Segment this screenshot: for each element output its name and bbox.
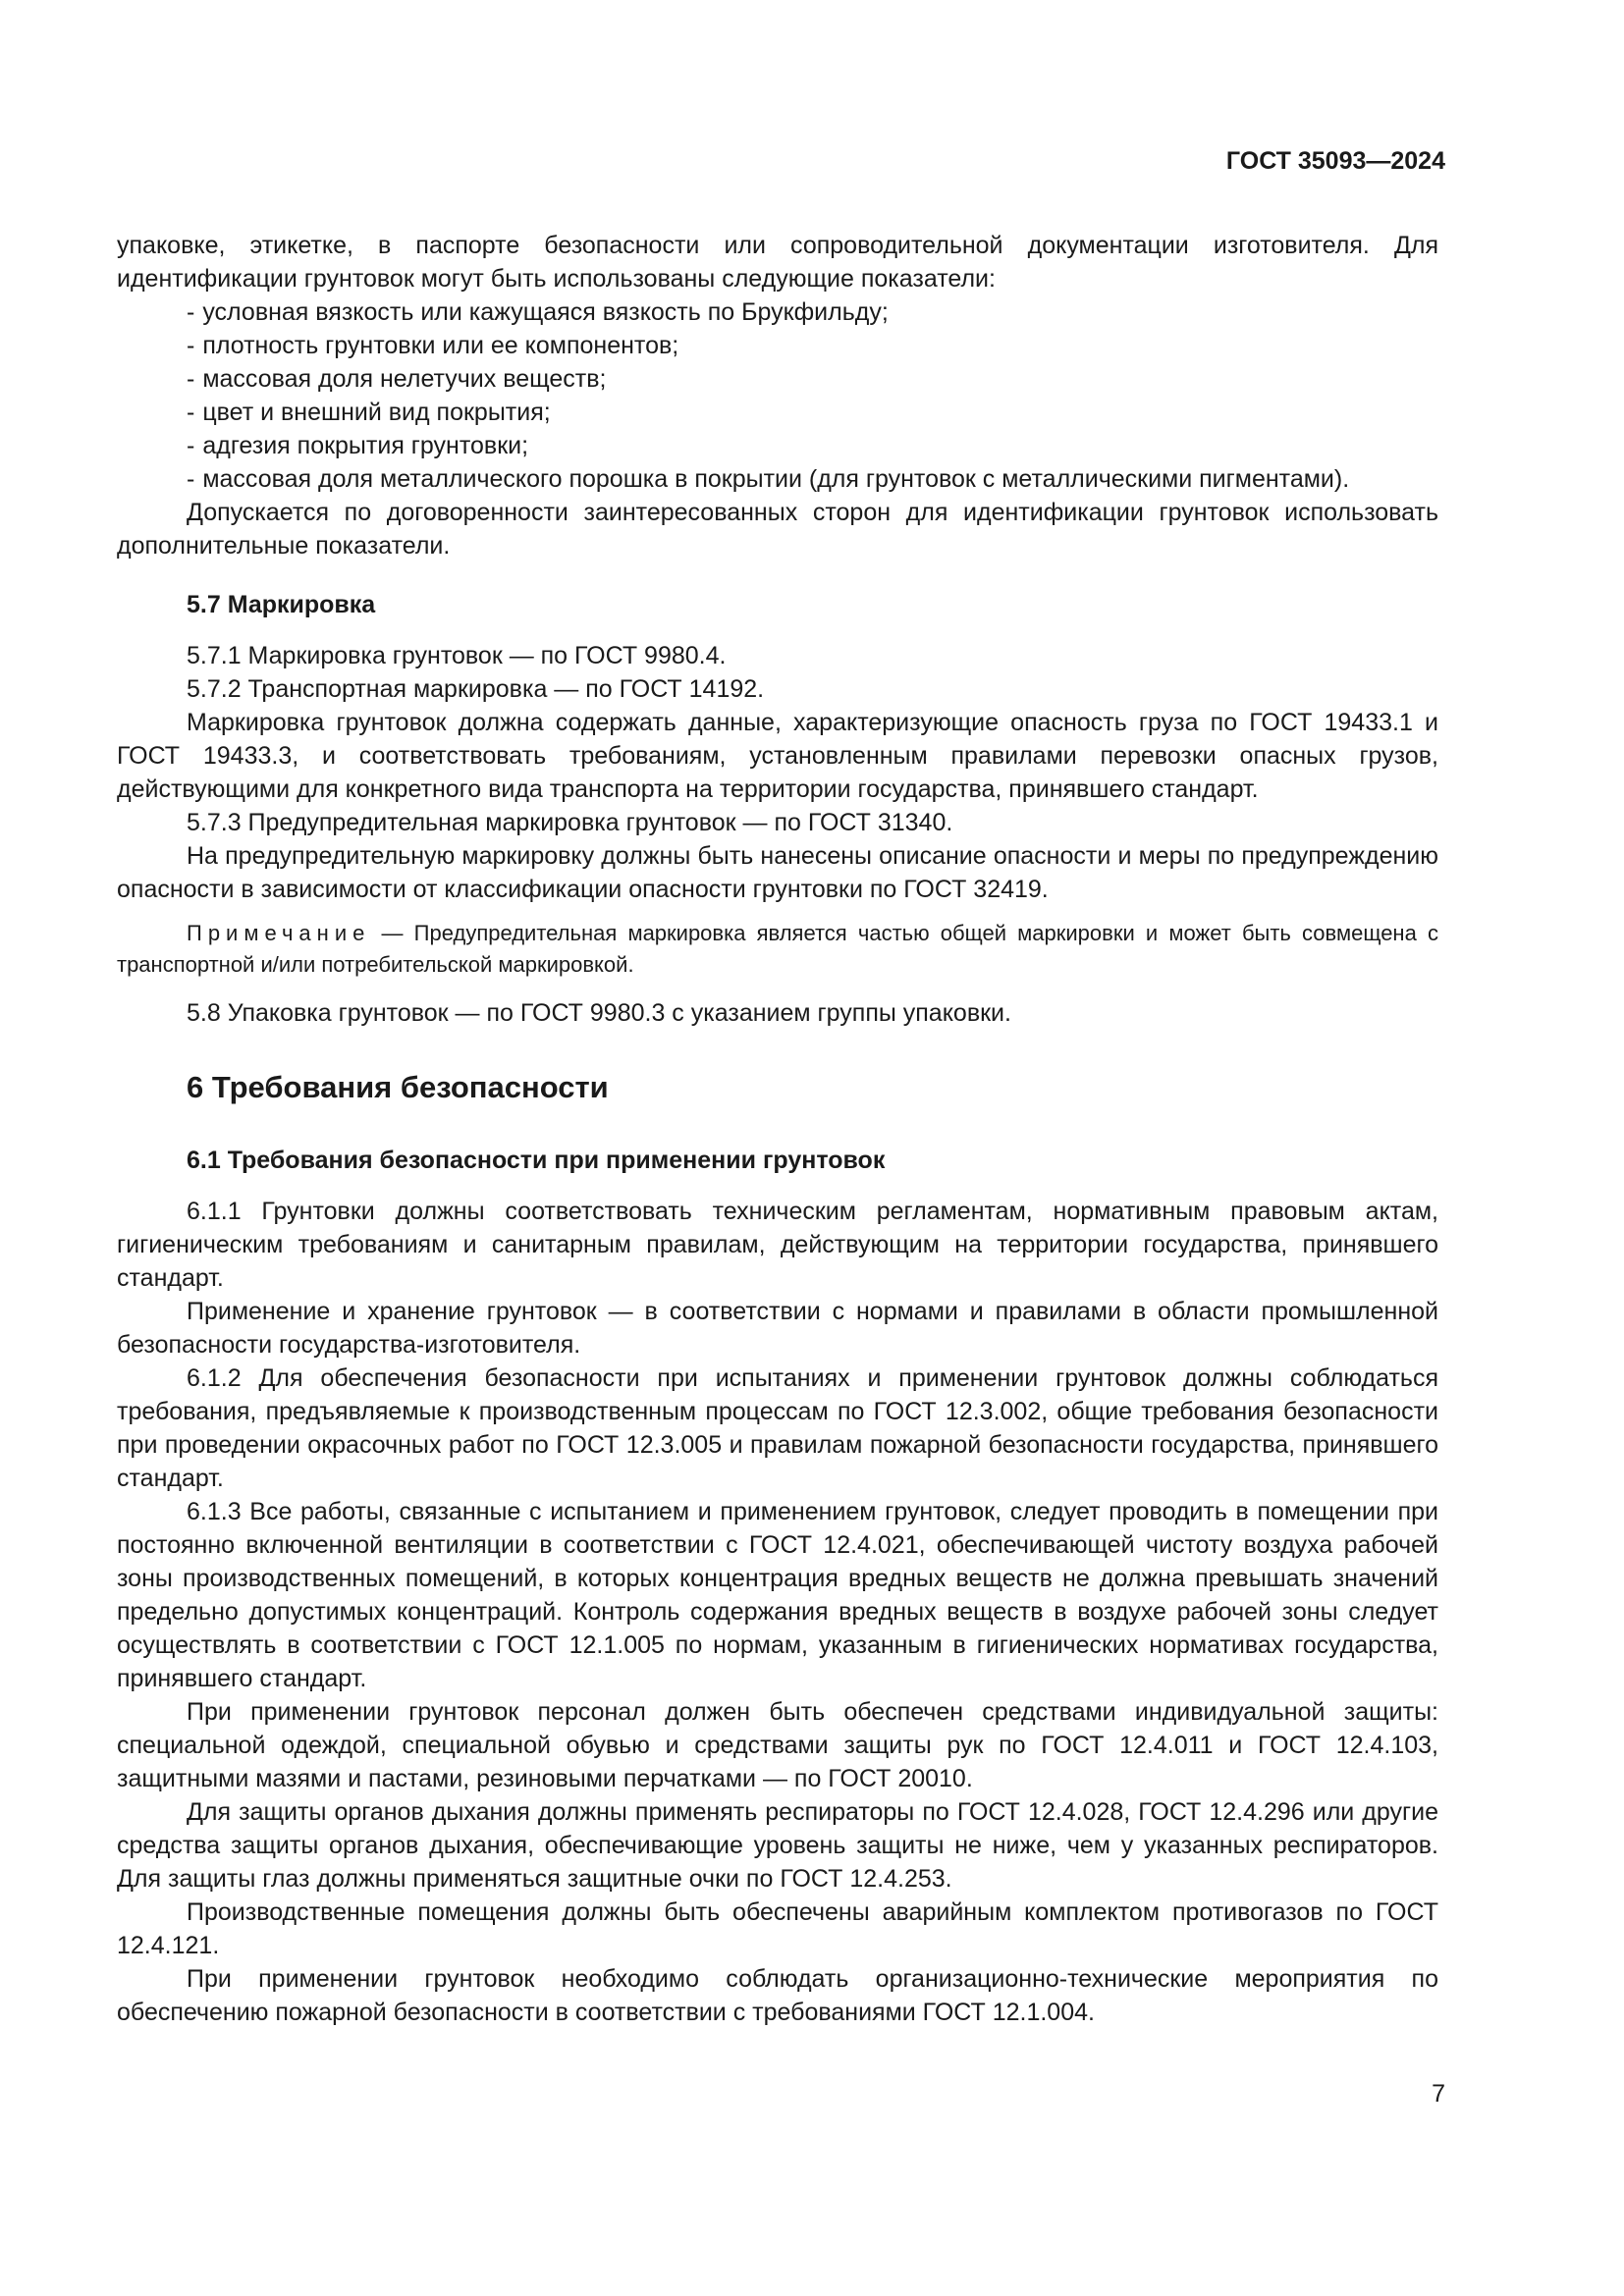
list-item: - плотность грунтовки или ее компонентов;: [187, 332, 679, 359]
document-body: [117, 229, 1438, 2029]
paragraph: 5.7.3 Предупредительная маркировка грунтовок — по ГОСТ 31340.: [187, 809, 953, 836]
paragraph: При применении грунтовок необходимо соблюдать организационно-технические мероприятия по обеспечению пожарной безопасности в соответствии с требованиями ГОСТ 12.1.004.: [117, 1965, 1438, 2026]
paragraph: Для защиты органов дыхания должны применять респираторы по ГОСТ 12.4.028, ГОСТ 12.4.296 или другие средства защиты органов дыхания, обеспечивающие уровень защиты не ниже, чем у указанных респираторов. Для защиты глаз должны применяться защитные очки по ГОСТ 12.4.253.: [117, 1798, 1438, 1893]
paragraph: 5.8 Упаковка грунтовок — по ГОСТ 9980.3 с указанием группы упаковки.: [187, 999, 1011, 1027]
note: [117, 918, 1438, 981]
document-header-code: ГОСТ 35093—2024: [1225, 147, 1445, 175]
paragraph: Применение и хранение грунтовок — в соответствии с нормами и правилами в области промышленной безопасности государства-изготовителя.: [117, 1298, 1438, 1359]
page-number: 7: [1432, 2080, 1445, 2108]
paragraph: Допускается по договоренности заинтересованных сторон для идентификации грунтовок использовать дополнительные показатели.: [117, 499, 1438, 560]
paragraph: 6.1.2 Для обеспечения безопасности при испытаниях и применении грунтовок должны соблюдаться требования, предъявляемые к производственным процессам по ГОСТ 12.3.002, общие требования безопасности при проведении окрасочных работ по ГОСТ 12.3.005 и правилам пожарной безопасности государства, принявшего стандарт.: [117, 1364, 1438, 1492]
note-text: — Предупредительная маркировка является частью общей маркировки и может быть совмещена с транспортной и/или потребительской маркировкой.: [117, 921, 1438, 977]
paragraph: Производственные помещения должны быть обеспечены аварийным комплектом противогазов по ГОСТ 12.4.121.: [117, 1898, 1438, 1959]
list-item: - цвет и внешний вид покрытия;: [187, 399, 551, 426]
note-label: Примечание: [187, 921, 371, 945]
paragraph: упаковке, этикетке, в паспорте безопасности или сопроводительной документации изготовителя. Для идентификации грунтовок могут быть использованы следующие показатели:: [117, 232, 1438, 293]
paragraph: 6.1.3 Все работы, связанные с испытанием и применением грунтовок, следует проводить в помещении при постоянно включенной вентиляции в соответствии с ГОСТ 12.4.021, обеспечивающей чистоту воздуха рабочей зоны производственных помещений, в которых концентрация вредных веществ не должна превышать значений предельно допустимых концентраций. Контроль содержания вредных веществ в воздухе рабочей зоны следует осуществлять в соответствии с ГОСТ 12.1.005 по нормам, указанным в гигиенических нормативах государства, принявшего стандарт.: [117, 1498, 1438, 1692]
paragraph: 5.7.2 Транспортная маркировка — по ГОСТ 14192.: [187, 675, 765, 703]
paragraph: При применении грунтовок персонал должен быть обеспечен средствами индивидуальной защиты: специальной одеждой, специальной обувью и средствами защиты рук по ГОСТ 12.4.011 и ГОСТ 12.4.103, защитными мазями и пастами, резиновыми перчатками — по ГОСТ 20010.: [117, 1698, 1438, 1792]
paragraph: На предупредительную маркировку должны быть нанесены описание опасности и меры по предупреждению опасности в зависимости от классификации опасности грунтовки по ГОСТ 32419.: [117, 842, 1438, 903]
list-item: - адгезия покрытия грунтовки;: [187, 432, 529, 459]
section-heading: 5.7 Маркировка: [187, 591, 376, 618]
paragraph: 6.1.1 Грунтовки должны соответствовать техническим регламентам, нормативным правовым актам, гигиеническим требованиям и санитарным правилам, действующим на территории государства, принявшего стандарт.: [117, 1198, 1438, 1292]
list-item: - массовая доля металлического порошка в покрытии (для грунтовок с металлическими пигментами).: [187, 465, 1350, 493]
paragraph: 5.7.1 Маркировка грунтовок — по ГОСТ 9980.4.: [187, 642, 727, 669]
list-item: - массовая доля нелетучих веществ;: [187, 365, 607, 393]
subsection-heading: 6.1 Требования безопасности при применении грунтовок: [187, 1147, 886, 1174]
paragraph: Маркировка грунтовок должна содержать данные, характеризующие опасность груза по ГОСТ 19433.1 и ГОСТ 19433.3, и соответствовать требованиям, установленным правилами перевозки опасных грузов, действующими для конкретного вида транспорта на территории государства, принявшего стандарт.: [117, 709, 1438, 803]
list-item: - условная вязкость или кажущаяся вязкость по Брукфильду;: [187, 298, 889, 326]
section-title: 6 Требования безопасности: [187, 1070, 609, 1104]
